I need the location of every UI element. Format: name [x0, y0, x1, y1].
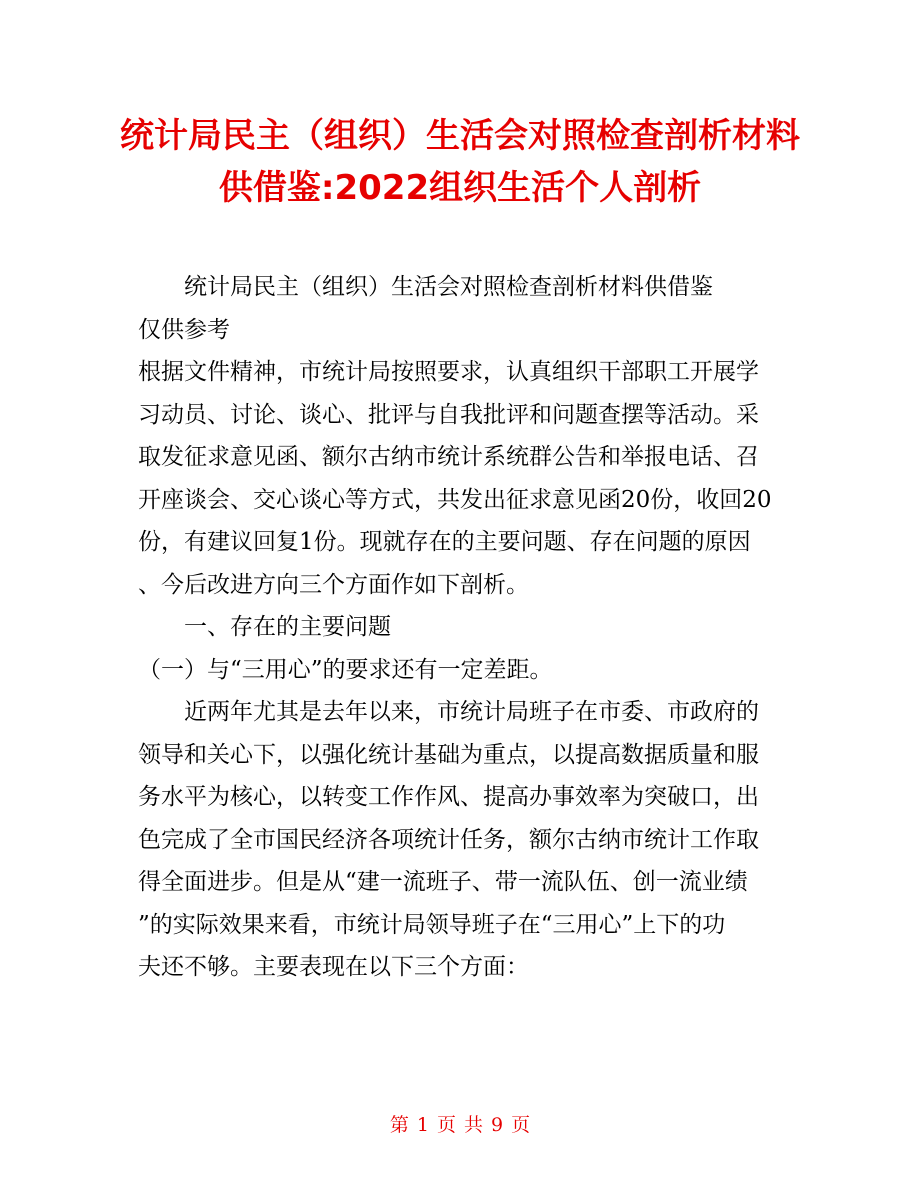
body-line: 开座谈会、交心谈心等方式，共发出征求意见函20份，收回20: [138, 486, 772, 513]
body-line: 务水平为核心，以转变工作作风、提高办事效率为突破口，出: [138, 784, 759, 810]
body-line: 近两年尤其是去年以来，市统计局班子在市委、市政府的: [184, 699, 759, 725]
footer-total-pages: 9: [491, 1114, 504, 1136]
footer-label-total-unit: 页: [511, 1114, 531, 1136]
body-line: 份，有建议回复1份。现就存在的主要问题、存在问题的原因: [138, 529, 751, 555]
body-line: 夫还不够。主要表现在以下三个方面：: [138, 954, 529, 980]
body-line: （一）与“三用心”的要求还有一定差距。: [138, 656, 553, 683]
title-line-1: 统计局民主（组织）生活会对照检查剖析材料: [120, 116, 800, 156]
body-line: 一、存在的主要问题: [184, 614, 391, 640]
body-line: 根据文件精神，市统计局按照要求，认真组织干部职工开展学: [138, 359, 759, 385]
body-line: 、今后改进方向三个方面作如下剖析。: [138, 571, 529, 598]
document-body: [138, 266, 788, 989]
body-line: 习动员、讨论、谈心、批评与自我批评和问题查摆等活动。采: [138, 401, 759, 428]
document-title: [120, 110, 800, 214]
body-line: 仅供参考: [138, 316, 230, 343]
footer-label-total: 共: [464, 1114, 484, 1136]
footer-label-page-unit: 页: [436, 1114, 456, 1136]
footer-label-page: 第: [389, 1114, 409, 1136]
body-line: 统计局民主（组织）生活会对照检查剖析材料供借鉴: [184, 274, 713, 300]
body-line: 得全面进步。但是从“建一流班子、带一流队伍、创一流业绩: [138, 869, 748, 895]
body-line: ”的实际效果来看，市统计局领导班子在“三用心”上下的功: [138, 911, 726, 938]
title-line-2: 供借鉴:2022组织生活个人剖析: [218, 168, 702, 208]
body-line: 领导和关心下，以强化统计基础为重点，以提高数据质量和服: [138, 741, 759, 768]
body-line: 取发征求意见函、额尔古纳市统计系统群公告和举报电话、召: [138, 444, 759, 470]
footer-current-page: 1: [416, 1114, 429, 1136]
body-line: 色完成了全市国民经济各项统计任务，额尔古纳市统计工作取: [138, 826, 759, 853]
page-footer: [0, 1112, 920, 1138]
